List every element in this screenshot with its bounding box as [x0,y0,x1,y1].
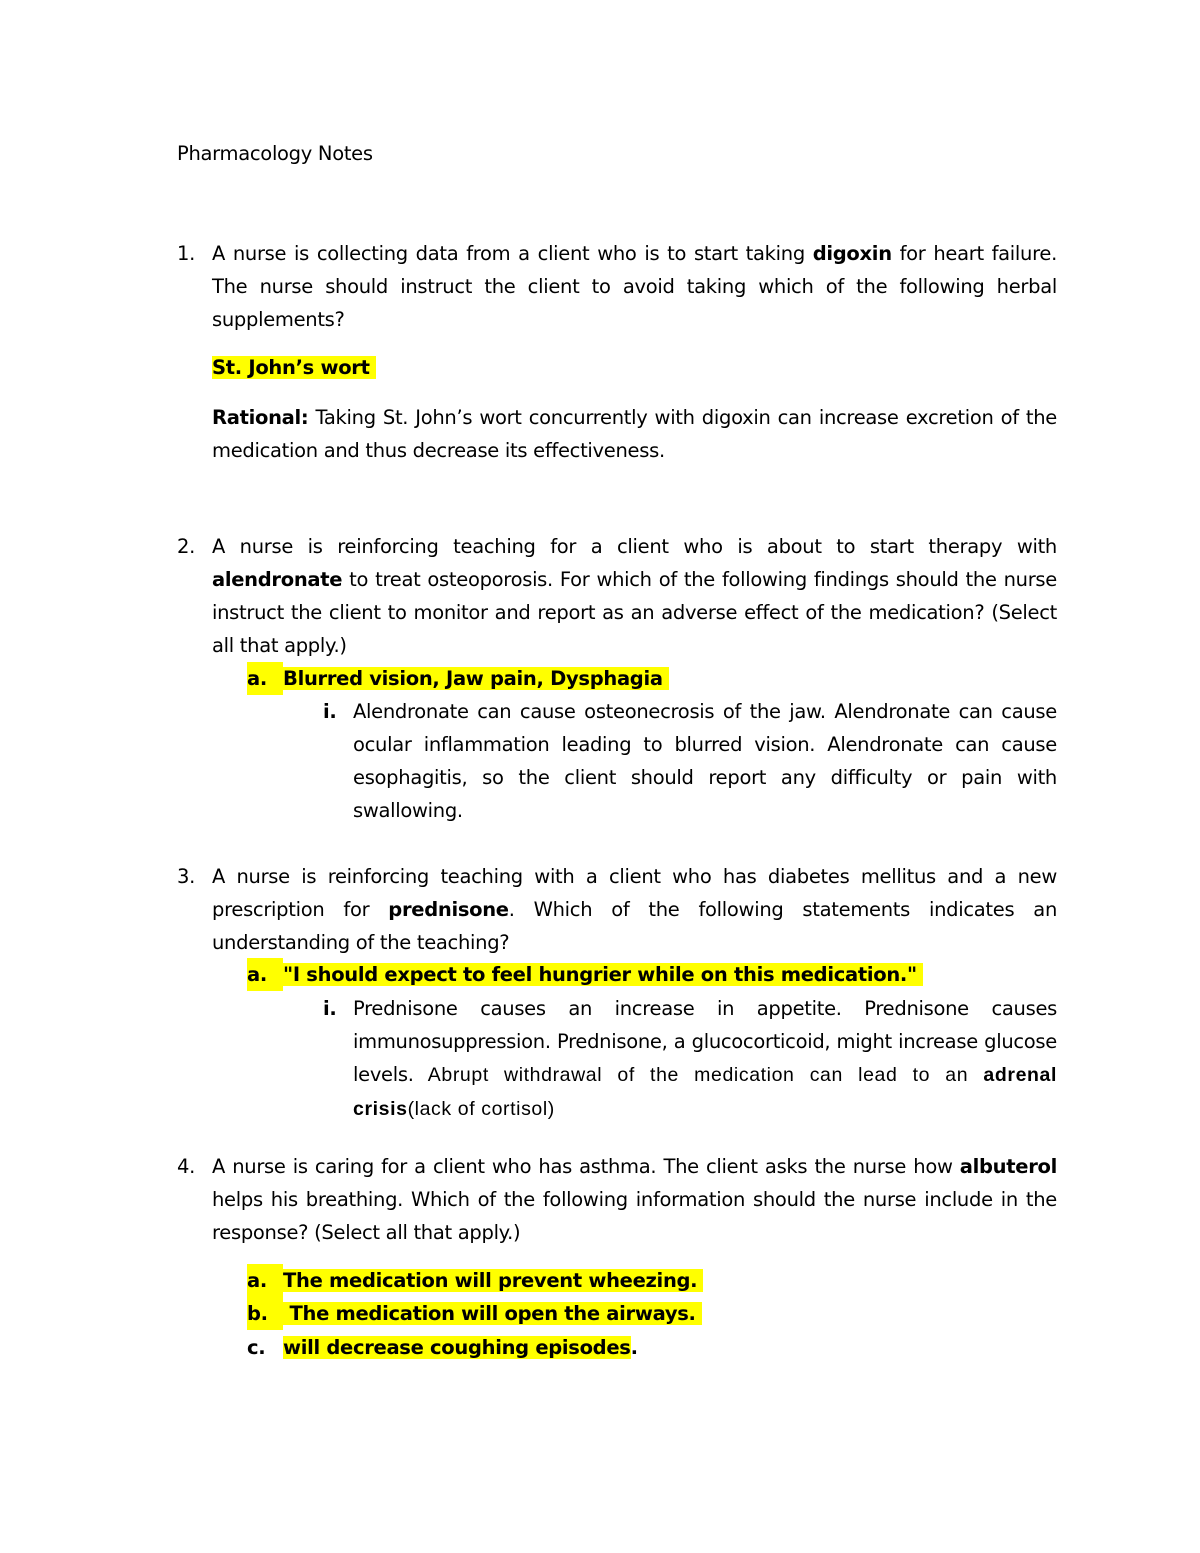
option-label: a. [247,1264,283,1297]
answer-option-c [247,1331,638,1364]
question-number: 3. [177,865,196,888]
question-number: 2. [177,535,196,558]
answer-option [247,662,669,695]
option-text: "I should expect to feel hungrier while on this medication." [283,963,923,986]
drug-name: alendronate [212,568,343,591]
drug-name: albuterol [959,1155,1057,1178]
question-text: A nurse is collecting data from a client who is to start taking digoxin for heart failure. The nurse should instruct the client to avoid taking which of the following herbal supplements? [212,242,1057,331]
rationale-label: i. [323,997,337,1020]
option-label: c. [247,1336,266,1359]
option-label: a. [247,662,283,695]
rationale-label: Rational: [212,406,309,429]
option-label: b. [247,1297,283,1330]
option-text: Blurred vision, Jaw pain, Dysphagia [283,667,669,690]
rationale-block [323,992,1057,1126]
question-3 [177,860,1057,959]
answer-highlight: St. John’s wort [212,351,376,384]
drug-name: digoxin [812,242,892,265]
trailing-period: . [630,1336,638,1359]
answer-option-a [247,1264,703,1297]
option-text: The medication will prevent wheezing. [283,1269,703,1292]
rationale-text: Taking St. John’s wort concurrently with digoxin can increase excretion of the medication and thus decrease its effectiveness. [212,406,1057,462]
rationale-block [323,695,1057,827]
rationale-block [177,401,1057,467]
page-title: Pharmacology Notes [177,142,373,165]
rationale-text: Prednisone causes an increase in appetite. Prednisone causes immunosuppression. Prednisone, a glucocorticoid, might increase glucose levels. Abrupt withdrawal of the medication can lead to an adrenal crisis(lack of cortisol) [353,997,1057,1120]
question-2 [177,530,1057,662]
answer-option [247,958,923,991]
rationale-text: Alendronate can cause osteonecrosis of the jaw. Alendronate can cause ocular inflammation leading to blurred vision. Alendronate can cause esophagitis, so the client should report any difficulty or pain with swallowing. [353,700,1057,822]
question-number: 4. [177,1155,196,1178]
option-text: will decrease coughing episodes [283,1336,631,1359]
question-text: A nurse is reinforcing teaching for a client who is about to start therapy with alendronate to treat osteoporosis. For which of the following findings should the nurse instruct the client to monitor and report as an adverse effect of the medication? (Select all that apply.) [212,535,1057,657]
question-1 [177,237,1057,336]
option-label: a. [247,958,283,991]
question-number: 1. [177,242,196,265]
question-text: A nurse is reinforcing teaching with a client who has diabetes mellitus and a new prescription for prednisone. Which of the following statements indicates an understanding of the teaching? [212,865,1058,954]
rationale-label: i. [323,700,337,723]
drug-name: prednisone [388,898,509,921]
answer-option-b [247,1297,702,1330]
option-text: The medication will open the airways. [283,1302,702,1325]
question-text: A nurse is caring for a client who has asthma. The client asks the nurse how albuterol helps his breathing. Which of the following information should the nurse include in the response? (Select all that apply.) [212,1155,1057,1244]
question-4 [177,1150,1057,1249]
